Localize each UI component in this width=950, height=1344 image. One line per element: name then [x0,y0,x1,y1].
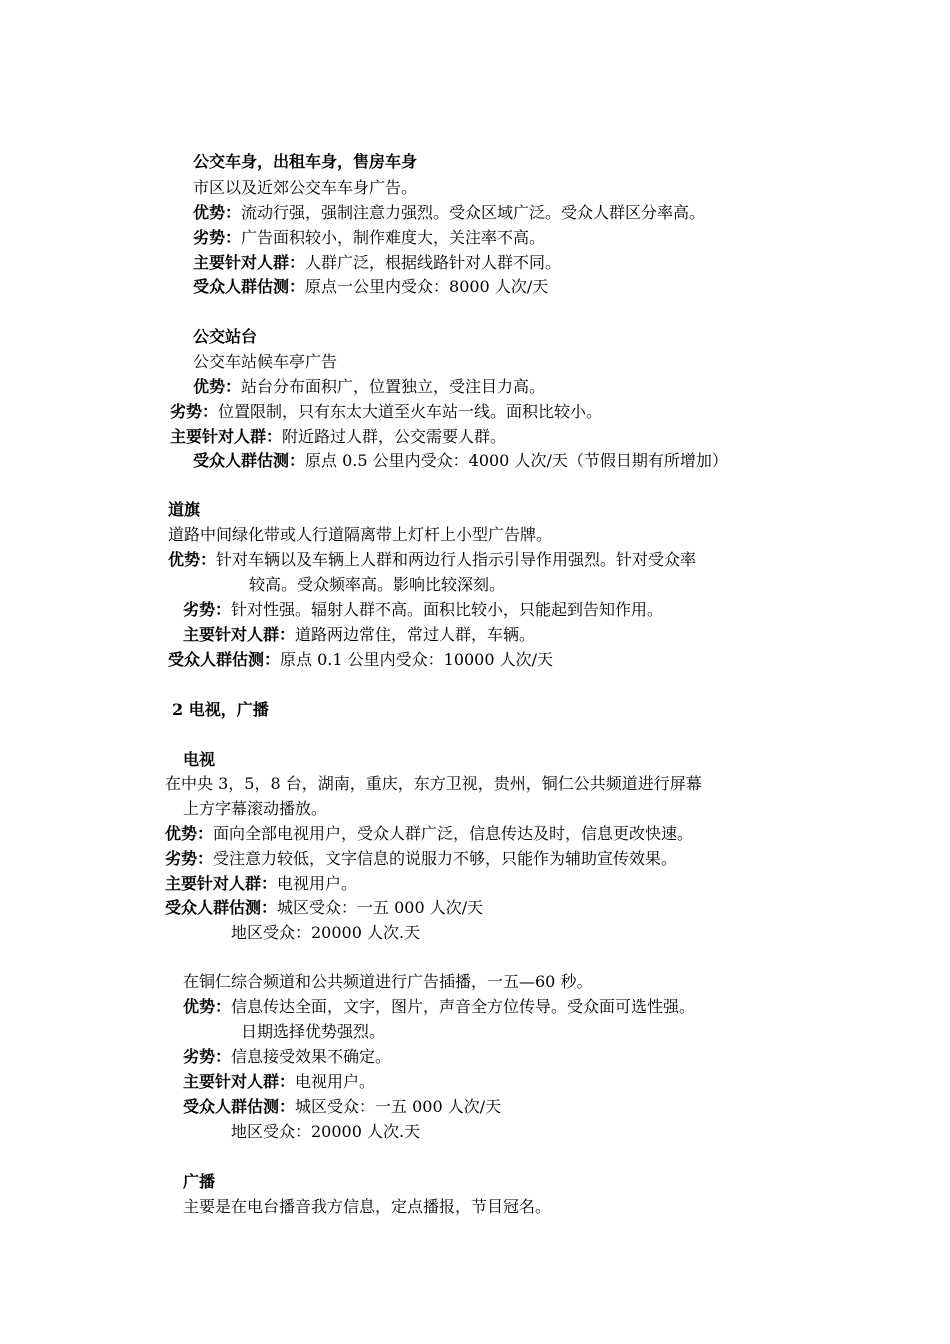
audience-estimate-label: 受众人群估测： [168,650,281,669]
advantage-label: 优势： [183,997,232,1016]
section-description: 在中央 3，5，8 台，湖南，重庆，东方卫视，贵州，铜仁公共频道进行屏幕 [165,774,702,793]
audience-estimate-line [165,898,483,918]
section-title-road-flag: 道旗 [168,500,201,519]
audience-estimate-line [193,277,548,297]
disadvantage-text: 针对性强。辐射人群不高。面积比较小，只能起到告知作用。 [231,600,664,619]
audience-estimate-label: 受众人群估测： [165,898,278,917]
advantage-label: 优势： [165,824,214,843]
chapter-heading-tv-radio: 2 电视，广播 [172,700,269,719]
advantage-text: 针对车辆以及车辆上人群和两边行人指示引导作用强烈。针对受众率 [216,550,697,569]
section-title-tv: 电视 [183,750,216,769]
advantage-line [193,377,545,397]
disadvantage-label: 劣势： [183,1047,232,1066]
target-audience-label: 主要针对人群： [183,1072,296,1091]
audience-estimate-label: 受众人群估测： [183,1097,296,1116]
advantage-label: 优势： [193,203,242,222]
disadvantage-label: 劣势： [165,849,214,868]
audience-estimate-text: 原点 0.5 公里内受众：4000 人次/天（节假日期有所增加） [305,451,728,470]
target-audience-line [165,874,357,894]
disadvantage-label: 劣势： [193,228,242,247]
advantage-label: 优势： [193,377,242,396]
disadvantage-text: 信息接受效果不确定。 [231,1047,392,1066]
target-audience-label: 主要针对人群： [170,427,283,446]
section-description: 主要是在电台播音我方信息，定点播报，节目冠名。 [183,1197,552,1216]
target-audience-label: 主要针对人群： [183,625,296,644]
disadvantage-line [165,849,677,869]
disadvantage-text: 受注意力较低，文字信息的说服力不够，只能作为辅助宣传效果。 [213,849,678,868]
disadvantage-line [193,228,545,248]
audience-estimate-line [168,650,553,670]
section-description-continued: 上方字幕滚动播放。 [183,799,328,818]
section-title-radio: 广播 [183,1172,216,1191]
section-title-bus-stop: 公交站台 [193,327,258,346]
target-audience-line [183,625,535,645]
target-audience-line [183,1072,375,1092]
section-description: 道路中间绿化带或人行道隔离带上灯杆上小型广告牌。 [168,525,553,544]
target-audience-label: 主要针对人群： [193,253,306,272]
section-description: 在铜仁综合频道和公共频道进行广告插播，一五—60 秒。 [183,972,593,991]
audience-estimate-text: 原点一公里内受众：8000 人次/天 [305,277,549,296]
advantage-label: 优势： [168,550,217,569]
disadvantage-label: 劣势： [183,600,232,619]
audience-estimate-region: 地区受众：20000 人次.天 [231,1122,421,1141]
target-audience-line [193,253,561,273]
target-audience-text: 道路两边常住，常过人群，车辆。 [295,625,536,644]
disadvantage-text: 位置限制，只有东太大道至火车站一线。面积比较小。 [218,402,603,421]
audience-estimate-label: 受众人群估测： [193,451,306,470]
advantage-text: 站台分布面积广，位置独立，受注目力高。 [241,377,546,396]
audience-estimate-line [183,1097,501,1117]
target-audience-text: 电视用户。 [295,1072,376,1091]
advantage-line [168,550,696,570]
audience-estimate-region: 地区受众：20000 人次.天 [231,923,421,942]
advantage-text: 信息传达全面，文字，图片，声音全方位传导。受众面可选性强。 [231,997,696,1016]
advantage-text: 流动行强，强制注意力强烈。受众区域广泛。受众人群区分率高。 [241,203,706,222]
disadvantage-line [183,1047,391,1067]
advantage-text: 面向全部电视用户，受众人群广泛，信息传达及时，信息更改快速。 [213,824,694,843]
section-description: 公交车站候车亭广告 [193,352,338,371]
disadvantage-text: 广告面积较小，制作难度大，关注率不高。 [241,228,546,247]
advantage-line [183,997,695,1017]
audience-estimate-label: 受众人群估测： [193,277,306,296]
disadvantage-line [183,600,663,620]
target-audience-text: 电视用户。 [277,874,358,893]
advantage-line [193,203,705,223]
advantage-text-continued: 日期选择优势强烈。 [241,1022,386,1041]
target-audience-text: 人群广泛，根据线路针对人群不同。 [305,253,562,272]
target-audience-line [170,427,506,447]
advantage-text-continued: 较高。受众频率高。影响比较深刻。 [249,575,506,594]
target-audience-text: 附近路过人群，公交需要人群。 [282,427,507,446]
audience-estimate-text: 原点 0.1 公里内受众：10000 人次/天 [280,650,554,669]
section-title-bus-body: 公交车身，出租车身，售房车身 [193,152,418,171]
disadvantage-label: 劣势： [170,402,219,421]
advantage-line [165,824,693,844]
section-description: 市区以及近郊公交车车身广告。 [193,178,418,197]
disadvantage-line [170,402,602,422]
audience-estimate-text: 城区受众：一五 000 人次/天 [295,1097,502,1116]
audience-estimate-text: 城区受众：一五 000 人次/天 [277,898,484,917]
audience-estimate-line [193,451,728,471]
target-audience-label: 主要针对人群： [165,874,278,893]
